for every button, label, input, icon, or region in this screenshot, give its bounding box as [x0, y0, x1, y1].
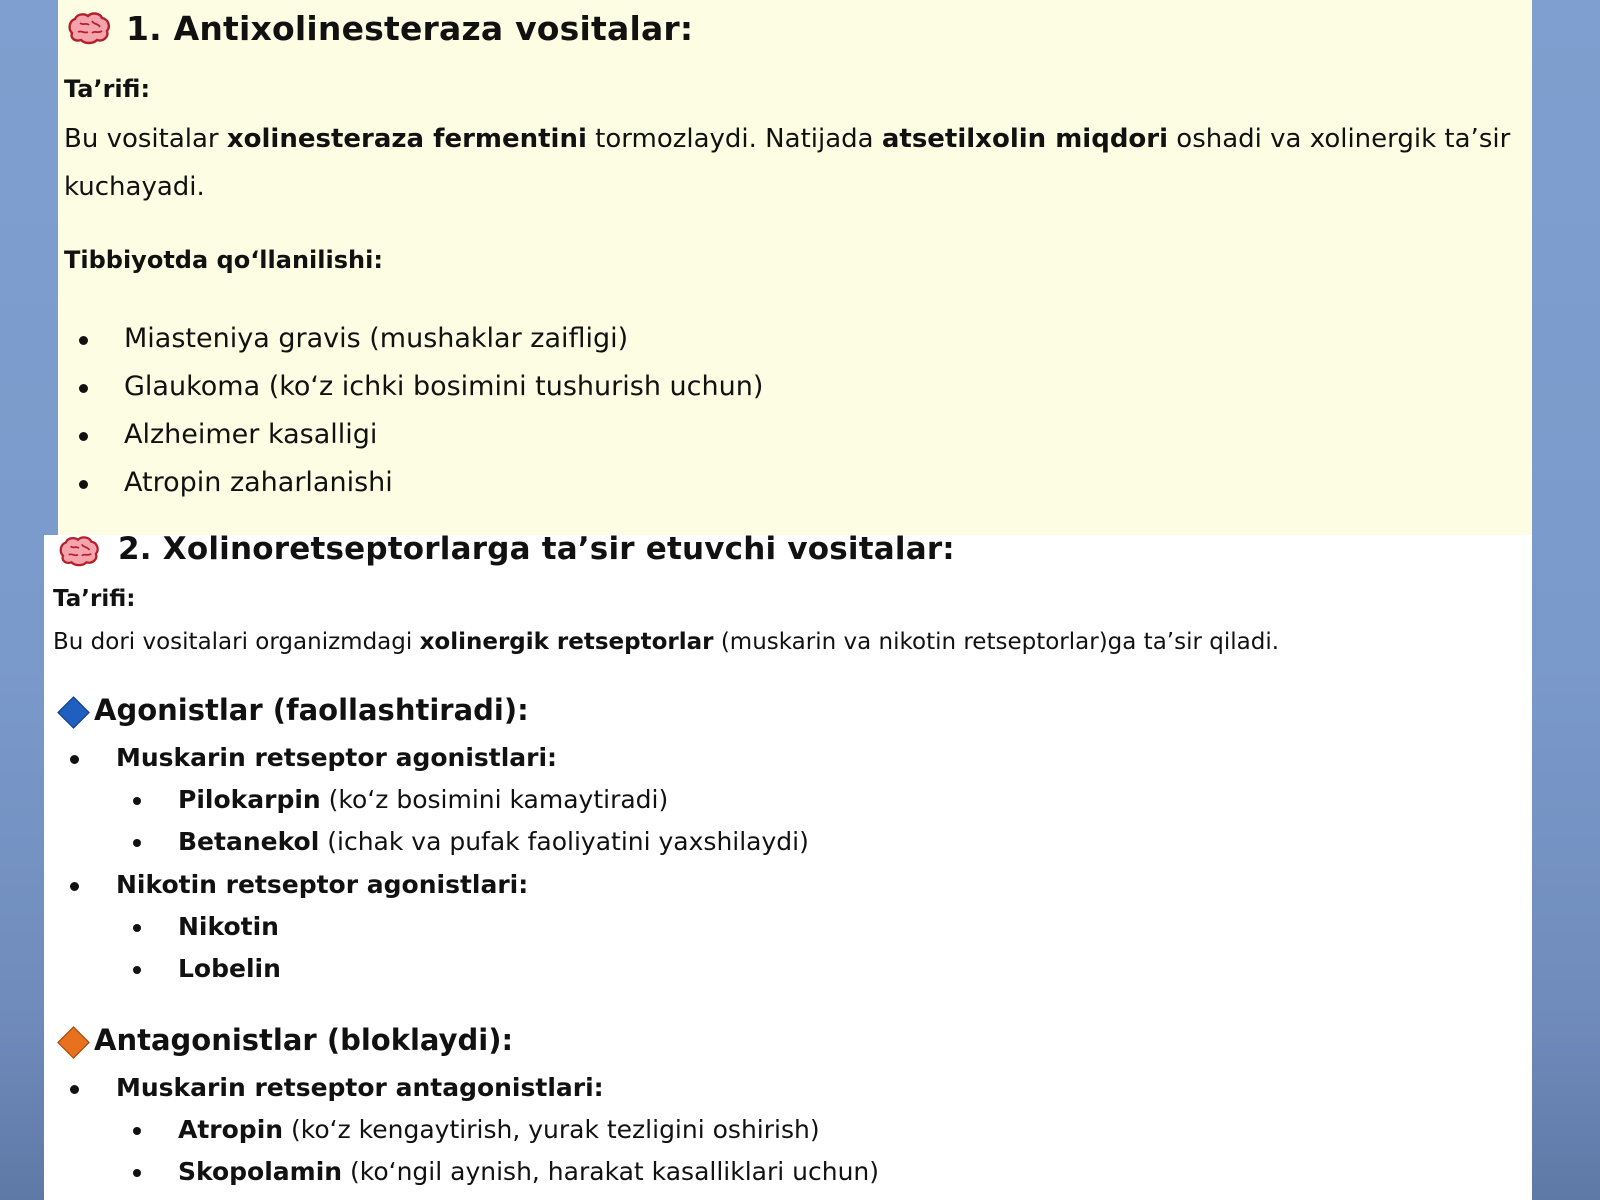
antagonists-heading: Antagonistlar (bloklaydi): [94, 1023, 514, 1057]
definition-bold-term: xolinergik retseptorlar [419, 629, 714, 655]
drug-desc: (ko‘ngil aynish, harakat kasalliklari uchun) [342, 1157, 880, 1186]
bullet-icon [70, 1085, 79, 1094]
list-item-text: Miasteniya gravis (mushaklar zaifligi) [124, 323, 629, 354]
bullet-icon [133, 1169, 141, 1177]
usage-label: Tibbiyotda qo‘llanilishi: [64, 246, 383, 274]
list-item [178, 827, 809, 856]
bullet-icon [133, 839, 141, 847]
bullet-icon [133, 797, 141, 805]
bullet-icon [79, 336, 88, 345]
definition-text-part: tormozlaydi. Natijada [586, 124, 882, 154]
drug-name: Betanekol [178, 827, 320, 856]
group-label: Nikotin retseptor agonistlari: [116, 870, 529, 899]
definition-label: Ta’rifi: [64, 75, 151, 103]
definition-text [53, 629, 1279, 655]
section-antixolinesteraza [58, 0, 1532, 535]
group-label: Muskarin retseptor antagonistlari: [116, 1073, 604, 1102]
list-item-text: Glaukoma (ko‘z ichki bosimini tushurish uchun) [124, 371, 764, 402]
drug-desc: (ko‘z bosimini kamaytiradi) [320, 785, 669, 814]
drug-name: Atropin [178, 1115, 284, 1144]
bullet-icon [70, 882, 79, 891]
list-item-text: Alzheimer kasalligi [124, 419, 378, 450]
definition-bold-term: atsetilxolin miqdori [881, 124, 1169, 154]
bullet-icon [79, 384, 88, 393]
list-item [178, 785, 668, 814]
list-item [178, 912, 279, 941]
bullet-icon [79, 480, 88, 489]
list-item [178, 1115, 820, 1144]
drug-name: Pilokarpin [178, 785, 321, 814]
definition-text-part: Bu vositalar [64, 124, 227, 154]
definition-bold-term: xolinesteraza fermentini [226, 124, 587, 154]
drug-desc: (ichak va pufak faoliyatini yaxshilaydi) [319, 827, 809, 856]
bullet-icon [133, 966, 141, 974]
blue-diamond-icon [57, 696, 90, 729]
bullet-icon [70, 755, 79, 764]
bullet-icon [133, 924, 141, 932]
definition-text-line1 [64, 115, 1510, 163]
definition-text-part: oshadi va xolinergik ta’sir [1168, 124, 1511, 154]
drug-name: Skopolamin [178, 1157, 343, 1186]
bullet-icon [79, 432, 88, 441]
definition-text-part: Bu dori vositalari organizmdagi [53, 629, 420, 655]
definition-text-part: (muskarin va nikotin retseptorlar)ga ta’sir qiladi. [713, 629, 1280, 655]
list-item [178, 954, 281, 983]
list-item-text: Atropin zaharlanishi [124, 467, 393, 498]
agonists-heading: Agonistlar (faollashtiradi): [94, 693, 529, 727]
section-xolinoretseptor [44, 531, 1532, 1200]
section1-heading: 1. Antixolinesteraza vositalar: [126, 9, 694, 48]
bullet-icon [133, 1127, 141, 1135]
brain-icon [56, 535, 102, 567]
drug-name: Nikotin [178, 912, 279, 941]
drug-desc: (ko‘z kengaytirish, yurak tezligini oshirish) [283, 1115, 820, 1144]
drug-name: Lobelin [178, 954, 281, 983]
section2-heading: 2. Xolinoretseptorlarga ta’sir etuvchi vositalar: [118, 531, 955, 567]
definition-label: Ta’rifi: [53, 586, 136, 612]
group-label: Muskarin retseptor agonistlari: [116, 743, 558, 772]
brain-icon [66, 11, 112, 45]
definition-text-line2: kuchayadi. [64, 172, 205, 202]
orange-diamond-icon [57, 1026, 90, 1059]
list-item [178, 1157, 879, 1186]
